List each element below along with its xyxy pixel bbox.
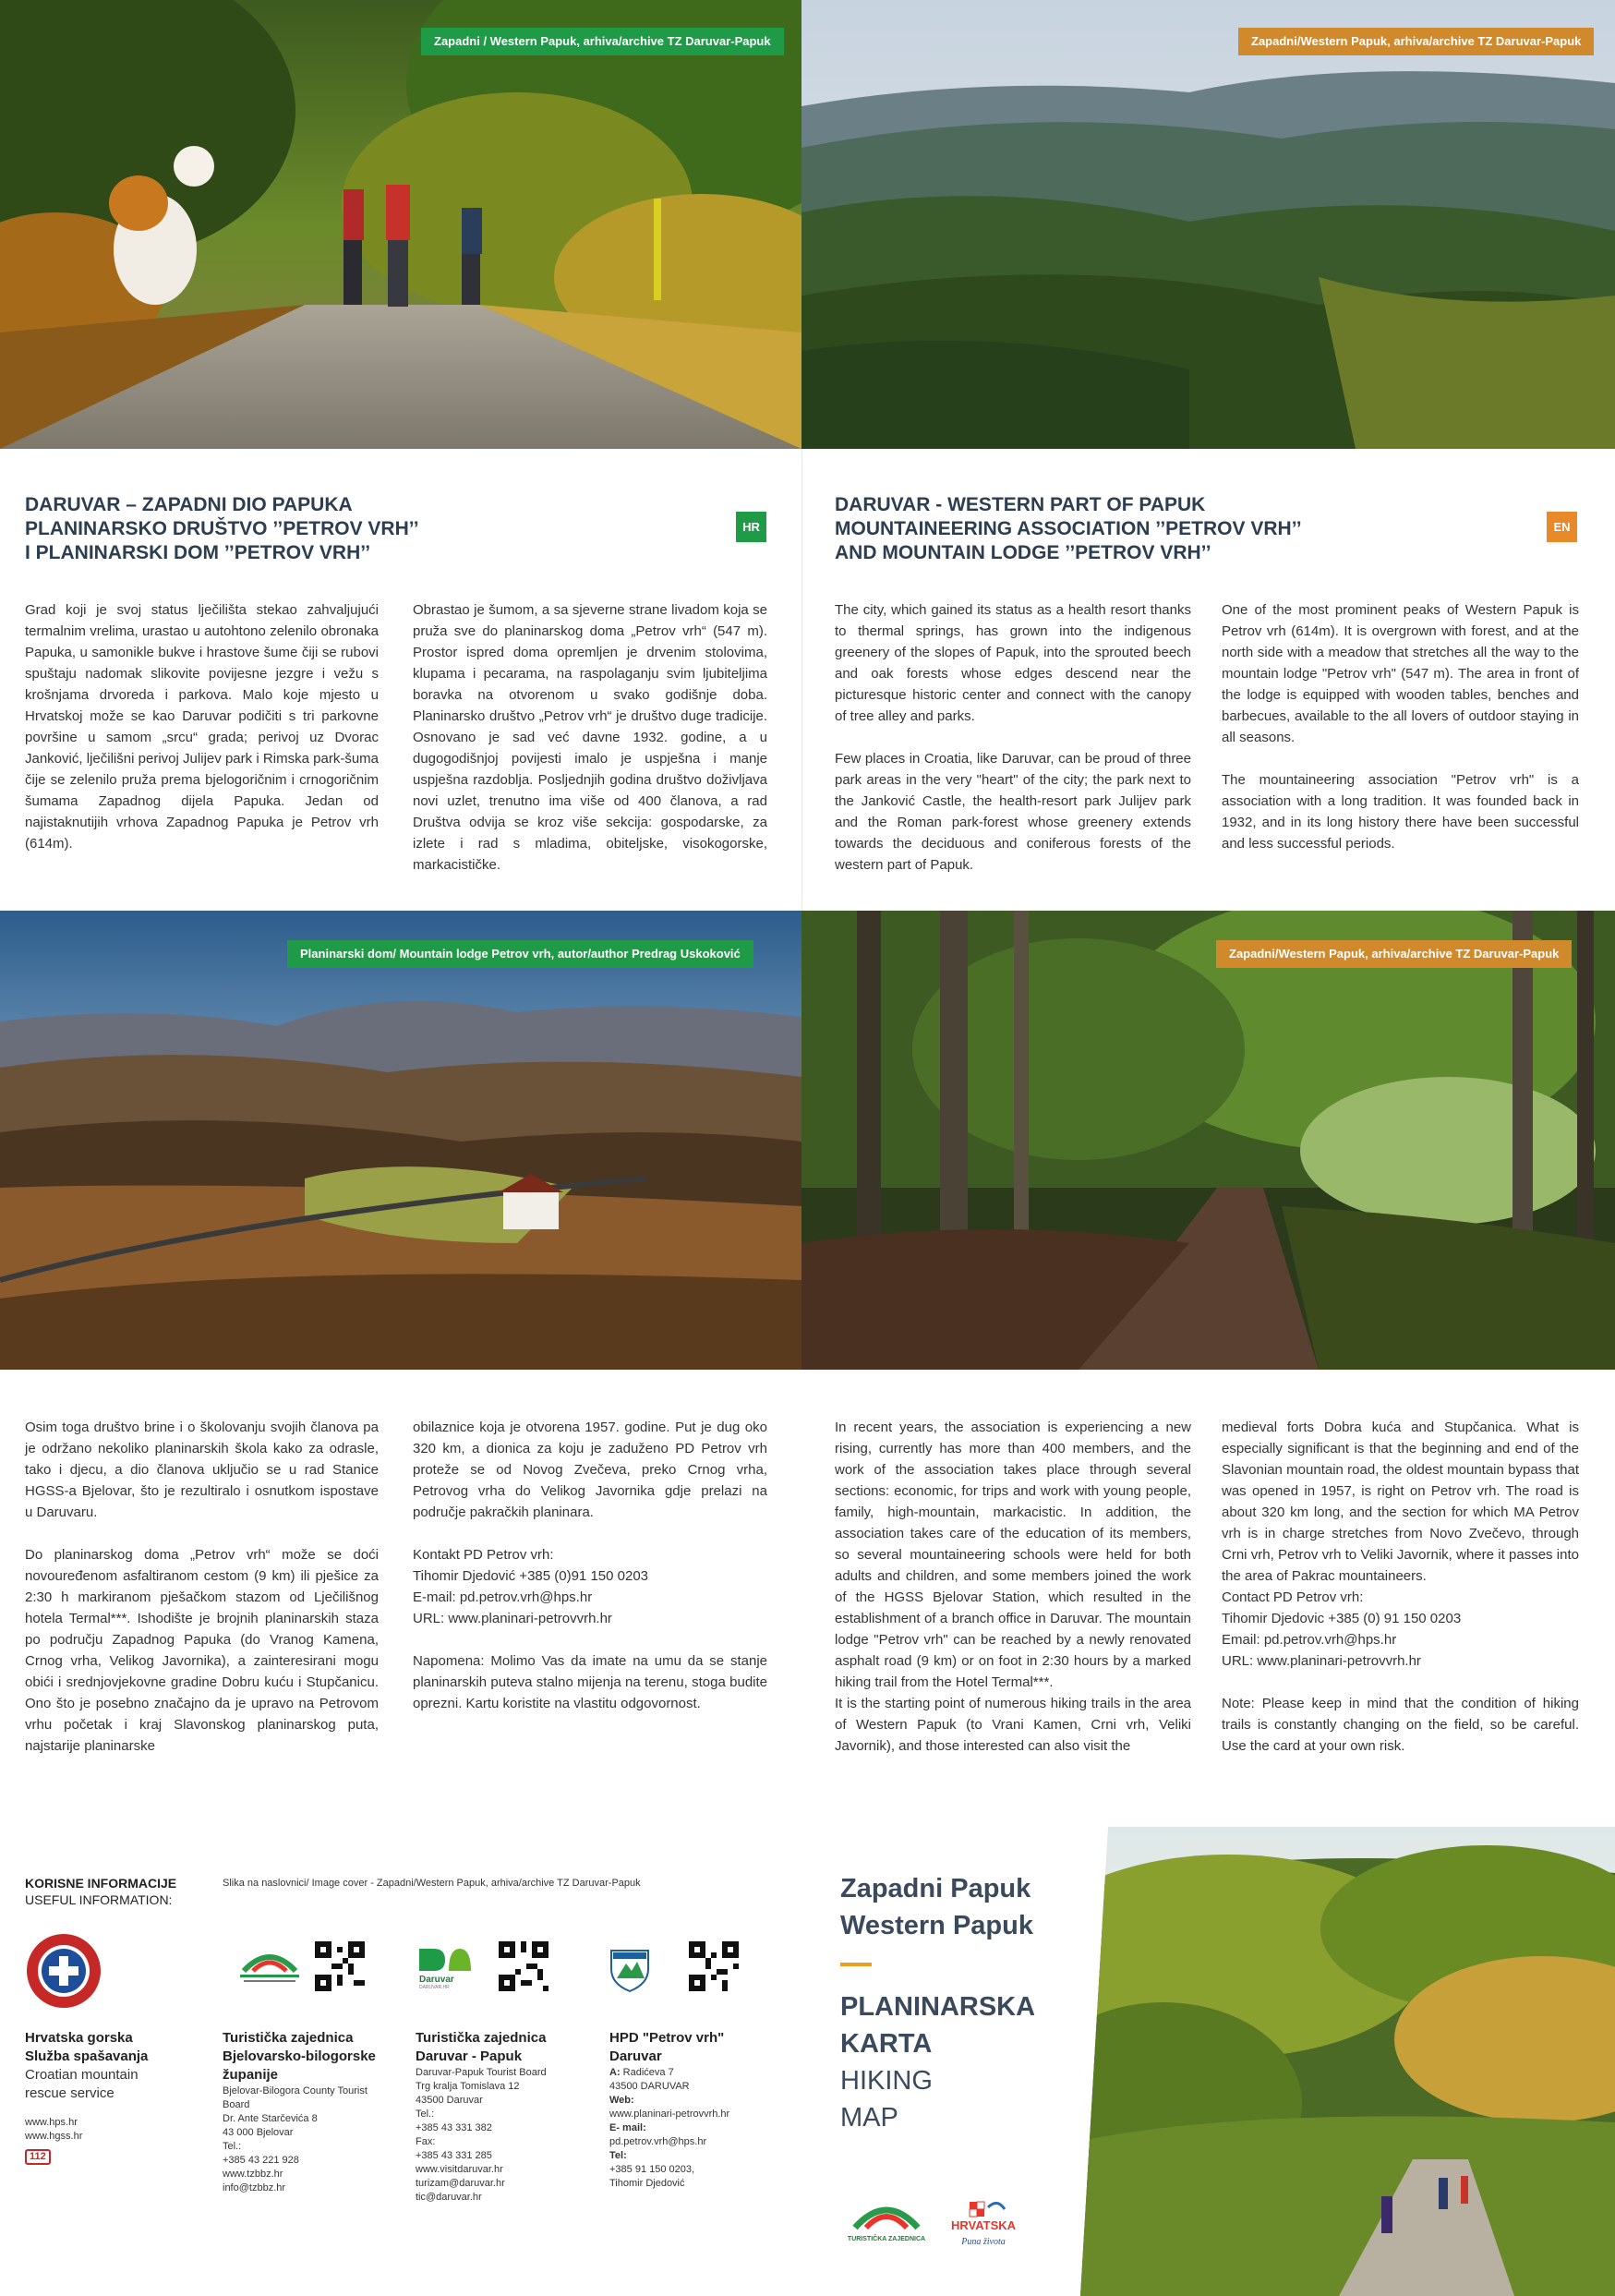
org-hpd-petrov-vrh [609,2029,794,2191]
org-hpd-tel: +385 91 150 0203, [609,2164,695,2175]
org-tz-daruvar-name-1: Turistička zajednica [416,2030,547,2046]
hr-heading-line-2: PLANINARSKO DRUŠTVO ’’PETROV VRH’’ [25,518,419,539]
en-paragraph-2: Few places in Croatia, like Daruvar, can be proud of three park areas in the very "heart" of the city; the park next to the Janković Castle, the health-resort park Julijev park and the Roman park-forest whose greenery extends towards the deciduous and coniferous forests of the western part of Papuk. [835,751,1191,873]
en-contact-email[interactable]: Email: pd.petrov.vrh@hps.hr [1222,1632,1397,1648]
hr-language-badge: HR [736,512,766,542]
org-hpd-line-1 [609,2066,794,2080]
cover-title-hr: Zapadni Papuk [840,1874,1031,1903]
cover-subtitle-1: PLANINARSKA [840,1992,1036,2022]
org-hpd-line-2: 43500 DARUVAR [609,2081,690,2092]
photo-caption-mid-right: Zapadni/Western Papuk, arhiva/archive TZ Daruvar-Papuk [1216,940,1572,968]
en-column-1 [835,599,1191,876]
org-hpd-web-label: Web: [609,2095,634,2106]
hr-column-4 [413,1417,767,1714]
photo-caption-top-right: Zapadni/Western Papuk, arhiva/archive TZ Daruvar-Papuk [1238,28,1594,55]
org-tz-daruvar-line-7: +385 43 331 285 [416,2150,492,2161]
hr-contact-title: Kontakt PD Petrov vrh: [413,1547,554,1563]
org-hpd-name-1: HPD "Petrov vrh" [609,2030,725,2046]
emergency-112-badge: 112 [25,2149,51,2165]
cover-image-credit: Slika na naslovnici/ Image cover - Zapadni/Western Papuk, arhiva/archive TZ Daruvar-Papuk [223,1878,641,1889]
photo-western-papuk-panorama [801,0,1615,449]
org-tz-bjelovar-line-4: 43 000 Bjelovar [223,2127,294,2138]
hrvatska-logo-text: HRVATSKA [950,2218,1017,2232]
org-tz-daruvar-name-2: Daruvar - Papuk [416,2048,523,2064]
org-hpd-email[interactable]: pd.petrov.vrh@hps.hr [609,2136,707,2147]
qr-code-tz-daruvar[interactable] [499,1941,548,1991]
qr-code-hpd-petrov-vrh[interactable] [689,1941,739,1991]
org-hpd-address: Radićeva 7 [620,2067,674,2078]
hr-paragraph-2: Obrastao je šumom, a sa sjeverne strane livadom koja se pruža sve do planinarskog doma „Petrov vrh“ (547 m). Prostor ispred doma opremljen je drvenim stolovima, klupama i pecarama, na raspolaganju svim ljubiteljima boravka na otvorenom u svako godišnje doba. Planinarsko društvo „Petrov vrh“ je društvo duge tradicije. Osnovano je sad već davne 1932. godine, a u dugogodišnjoj povijesti imalo je uspješna i manje uspješna razdoblja. Posljednjih godina društvo doživljava novi uzlet, trenutno ima više od 400 članova, a rad Društva odvija se kroz više sekcija: gospodarske, za izlete i rad s mladima, obiteljske, visokogorske, markacističke. [413,602,767,873]
en-contact-phone: Tihomir Djedovic +385 (0) 91 150 0203 [1222,1611,1462,1626]
org-hgss-web-2[interactable]: www.hgss.hr [25,2131,83,2142]
org-hgss-name-2: Služba spašavanja [25,2048,149,2064]
hr-note: Napomena: Molimo Vas da imate na umu da se stanje planinarskih puteva stalno mijenja na terenu, stoga budite oprezni. Kartu koristite na vlastitu odgovornost. [413,1653,767,1711]
photo-forest-path [801,911,1615,1370]
org-tz-bjelovar-line-8[interactable]: info@tzbbz.hr [223,2182,286,2193]
org-tz-daruvar-line-8[interactable]: www.visitdaruvar.hr [416,2164,503,2175]
hr-heading-line-3: I PLANINARSKI DOM ’’PETROV VRH’’ [25,542,371,563]
org-tz-bjelovar-name-3: županije [223,2067,279,2083]
en-contact-url[interactable]: URL: www.planinari-petrovvrh.hr [1222,1653,1421,1669]
en-paragraph-4: The mountaineering association "Petrov vrh" is a association with a long tradition. It was founded back in 1932, and in its long history there have been successful and less successful periods. [1222,772,1579,852]
page-divider-top [801,449,802,911]
hr-heading [25,493,419,565]
photo-hikers-with-dog [0,0,801,449]
hr-contact-email[interactable]: E-mail: pd.petrov.vrh@hps.hr [413,1589,593,1605]
org-hpd-contact-person: Tihomir Djedović [609,2178,685,2189]
hr-heading-line-1: DARUVAR – ZAPADNI DIO PAPUKA [25,494,353,515]
hr-paragraph-3: Osim toga društvo brine i o školovanju svojih članova pa je održano nekoliko planinarskih škola kako za odrasle, tako i djecu, a dio članova uključio se u rad Stanice HGSS-a Bjelovar, što je rezultiralo i osnutkom ispostave u Daruvaru. [25,1420,379,1520]
en-contact-block [1222,1587,1579,1672]
org-hpd-address-label: A: [609,2067,621,2078]
cover-title-en: Western Papuk [840,1911,1033,1940]
en-column-3 [835,1417,1191,1757]
qr-code-tz-bjelovar[interactable] [315,1941,365,1991]
en-language-badge: EN [1547,512,1577,542]
tz-bjelovar-logo-cover [842,2198,931,2250]
en-note: Note: Please keep in mind that the condition of hiking trails is constantly changing on the field, so be careful. Use the card at your own risk. [1222,1696,1579,1754]
org-tz-daruvar-line-2: Trg kralja Tomislava 12 [416,2081,520,2092]
org-tz-bjelovar-line-2: Board [223,2099,250,2110]
en-paragraph-5: In recent years, the association is experiencing a new rising, currently has more than 400 members, and the work of the association takes place through several sections: economic, for trips and work with young people, family, high-mountain, markacistic. In addition, the association takes care of the education of its members, so several mountaineering schools were held for both adults and children, and some members joined the work of the HGSS Bjelovar Station, which resulted in the establishment of a branch office in Daruvar. The mountain lodge "Petrov vrh" can be reached by a newly renovated asphalt road (9 km) or on foot in 2:30 hours by a marked hiking trail from the Hotel Termal***. [835,1420,1191,1690]
org-tz-bjelovar-name-1: Turistička zajednica [223,2030,354,2046]
en-heading [835,493,1302,565]
org-tz-bjelovar-line-6: +385 43 221 928 [223,2155,299,2166]
hrvatska-logo-slogan: Puna života [961,2237,1006,2247]
hpd-petrov-vrh-logo [609,1947,650,1993]
daruvar-logo-subtext: DARUVAR.HR [419,1985,450,1989]
org-tz-daruvar-line-10[interactable]: tic@daruvar.hr [416,2192,482,2203]
photo-mountain-lodge-aerial [0,911,801,1370]
org-hgss-web-1[interactable]: www.hps.hr [25,2117,78,2128]
org-hpd-email-label: E- mail: [609,2122,646,2133]
org-tz-daruvar-line-1: Daruvar-Papuk Tourist Board [416,2067,547,2078]
en-paragraph-3: One of the most prominent peaks of Western Papuk is Petrov vrh (614m). It is overgrown with forest, and at the north side with a meadow that stretches all the way to the mountain lodge "Petrov vrh" (547 m). The area in front of the lodge is equipped with wooden tables, benches and barbecues, available to the all lovers of outdoor staying in all seasons. [1222,602,1579,745]
org-tz-bjelovar-name-2: Bjelovarsko-bilogorske [223,2048,376,2064]
en-paragraph-6: It is the starting point of numerous hiking trails in the area of Western Papuk (to Vrani Kamen, Crni vrh, Veliki Javornik), and those interested can also visit the [835,1696,1191,1754]
en-column-4 [1222,1417,1579,1757]
en-heading-line-1: DARUVAR - WESTERN PART OF PAPUK [835,494,1206,515]
org-hgss-sub-2: rescue service [25,2085,114,2101]
org-tz-bjelovar [223,2029,407,2195]
org-hpd-tel-label: Tel: [609,2150,627,2161]
hr-column-3 [25,1417,379,1757]
org-hpd-name-2: Daruvar [609,2048,662,2064]
org-tz-daruvar [416,2029,600,2205]
hgss-logo [25,1932,102,2010]
org-hgss-sub-1: Croatian mountain [25,2067,139,2083]
en-paragraph-1: The city, which gained its status as a health resort thanks to thermal springs, has grown into the indigenous greenery of the slopes of Papuk, into the sprouted beech and oak forests whose edges descend near the picturesque historic center and connect with the canopy of tree alley and parks. [835,602,1191,724]
en-contact-title: Contact PD Petrov vrh: [1222,1589,1364,1605]
useful-info-title [25,1875,176,1908]
cover-subtitle-2: KARTA [840,2029,933,2059]
hrvatska-logo [942,2198,1025,2254]
hr-column-2 [413,599,767,876]
org-tz-bjelovar-line-1: Bjelovar-Bilogora County Tourist [223,2085,368,2097]
en-paragraph-7: medieval forts Dobra kuća and Stupčanica. What is especially significant is that the beginning and end of the Slavonian mountain road, the oldest mountain bypass that was opened in 1957, is right on Petrov vrh. The road is about 320 km long, and the section for which MA Petrov vrh is in charge stretches from Novo Zvečevo, through Crni vrh, Petrov vrh to Veliki Javornik, where it passes into the area of Pakrac mountaineers. [1222,1420,1579,1584]
photo-caption-top-left: Zapadni / Western Papuk, arhiva/archive TZ Daruvar-Papuk [421,28,784,55]
photo-cover-hikers-trail [1080,1827,1615,2296]
org-tz-bjelovar-line-7[interactable]: www.tzbbz.hr [223,2169,283,2180]
en-heading-line-2: MOUNTAINEERING ASSOCIATION ’’PETROV VRH’’ [835,518,1302,539]
org-tz-bjelovar-line-3: Dr. Ante Starčevića 8 [223,2113,318,2124]
hr-paragraph-4: Do planinarskog doma „Petrov vrh“ može se doći novouređenom asfaltiranom cestom (9 km) ili pješice za 2:30 h markiranom pješačkom stazom od Lječilišnog hotela Termal***. Ishodište je brojnih planinarskih staza po području Zapadnog Papuka (do Vranog Kamena, Crnog vrha, Velikog Javornika), a zainteresirani mogu obići i srednjovjekovne gradine Dobru kuću i Stupčanicu. Ono što je posebno značajno da je upravo na Petrovom vrhu početak i kraj Slavonskog planinarskog puta, najstarije planinarske [25,1547,379,1754]
useful-info-title-en: USEFUL INFORMATION: [25,1892,173,1907]
org-tz-daruvar-line-6: Fax: [416,2136,436,2147]
org-hgss [25,2029,200,2165]
hr-contact-phone: Tihomir Djedović +385 (0)91 150 0203 [413,1568,649,1584]
cover-title-block [840,1870,1035,2136]
cover-accent-bar [840,1963,872,1966]
org-hpd-web[interactable]: www.planinari-petrovvrh.hr [609,2109,730,2120]
tz-logo-cover-text: TURISTIČKA ZAJEDNICA [847,2236,926,2242]
en-column-2 [1222,599,1579,854]
tz-bjelovar-logo [235,1949,305,1986]
photo-caption-mid-left: Planinarski dom/ Mountain lodge Petrov vrh, autor/author Predrag Uskoković [287,940,753,968]
cover-subtitle-4: MAP [840,2103,898,2133]
daruvar-logo [416,1945,475,1989]
org-tz-bjelovar-line-5: Tel.: [223,2141,242,2152]
hr-column-1 [25,599,379,854]
cover-subtitle-3: HIKING [840,2066,933,2096]
org-tz-daruvar-line-5: +385 43 331 382 [416,2122,492,2133]
hr-paragraph-1: Grad koji je svoj status lječilišta stekao zahvaljujući termalnim vrelima, urastao u autohtono zelenilo obronaka Papuka, u samonikle bukve i hrastove šume čiji se rubovi spuštaju nadomak slikovite povijesne jezgre i vežu s krošnjama drvoreda i parkova. Malo koje mjesto u Hrvatskoj može se kao Daruvar podičiti s tri parkovne površine u samom „srcu“ grada; perivoj uz Dvorac Janković, lječilišni perivoj Julijev park i Rimska park-šuma čije se zelenilo pruža prema bjelogoričnim i crnogoričnim šumama Zapadnog dijela Papuka. Jedan od najistaknutijih vrhova Zapadnog Papuka je Petrov vrh (614m). [25,602,379,852]
useful-info-title-hr: KORISNE INFORMACIJE [25,1876,177,1891]
org-tz-daruvar-line-3: 43500 Daruvar [416,2095,483,2106]
org-hgss-name-1: Hrvatska gorska [25,2030,133,2046]
hr-contact-block [413,1544,767,1629]
en-heading-line-3: AND MOUNTAIN LODGE ’’PETROV VRH’’ [835,542,1211,563]
hr-paragraph-5: obilaznice koja je otvorena 1957. godine. Put je dug oko 320 km, a dionica za koju je zaduženo PD Petrov vrh proteže se od Novog Zvečeva, preko Crnog vrha, Petrovog vrha do Velikog Javornika gdje prelazi na područje pakračkih planinara. [413,1420,767,1520]
org-tz-daruvar-line-9[interactable]: turizam@daruvar.hr [416,2178,505,2189]
org-tz-daruvar-line-4: Tel.: [416,2109,435,2120]
daruvar-logo-text: Daruvar [419,1975,454,1985]
hr-contact-url[interactable]: URL: www.planinari-petrovvrh.hr [413,1611,612,1626]
